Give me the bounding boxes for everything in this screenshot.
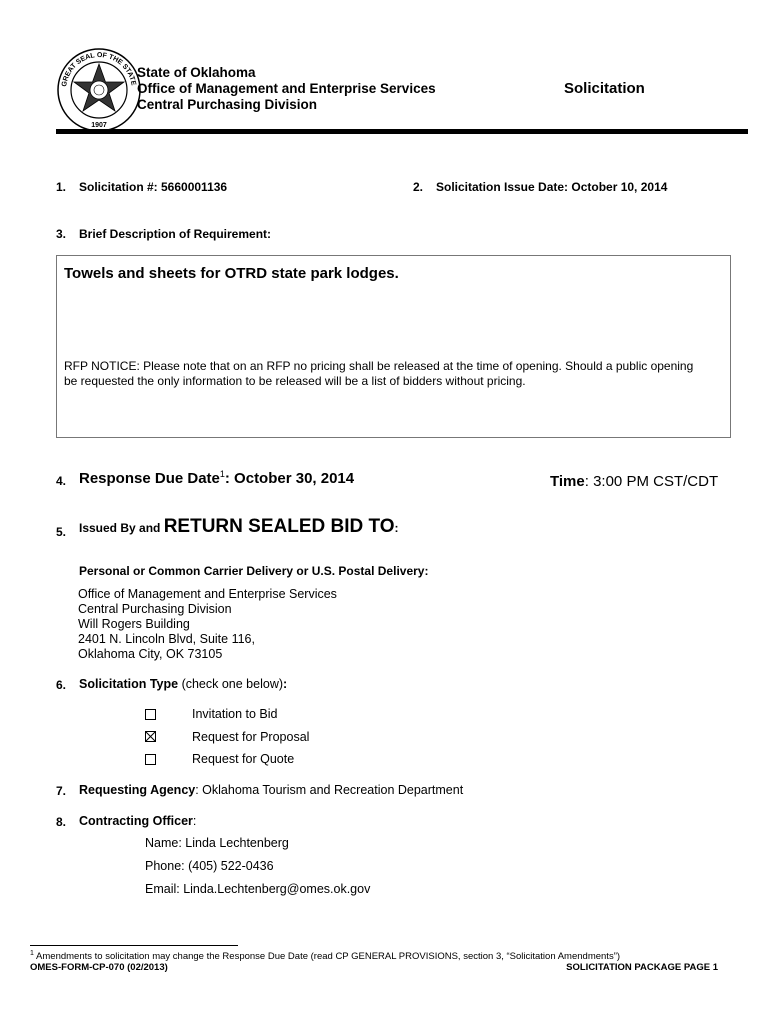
- option-request-for-quote: Request for Quote: [192, 752, 295, 766]
- address-line-1: Office of Management and Enterprise Services: [78, 587, 337, 601]
- requesting-agency-value: : Oklahoma Tourism and Recreation Department: [195, 783, 464, 797]
- option-request-for-proposal: Request for Proposal: [192, 730, 310, 744]
- solicitation-type-hint: (check one below): [178, 677, 284, 691]
- solicitation-type-colon: :: [283, 677, 288, 691]
- form-title: Solicitation: [564, 80, 645, 97]
- item-2-number: 2.: [413, 180, 424, 194]
- return-colon: :: [394, 521, 399, 535]
- issued-by-label: Issued By and: [79, 521, 164, 535]
- requesting-agency: [79, 783, 463, 797]
- item-7-number: 7.: [56, 784, 67, 798]
- address-line-2: Central Purchasing Division: [78, 602, 232, 616]
- item-5-number: 5.: [56, 525, 67, 539]
- header-division-name: Central Purchasing Division: [137, 97, 318, 112]
- contracting-officer-label: Contracting Officer: [79, 814, 193, 828]
- time-label: Time: [550, 473, 585, 490]
- form-id: OMES-FORM-CP-070 (02/2013): [30, 962, 168, 973]
- description-label: Brief Description of Requirement:: [79, 227, 272, 241]
- checked-x-icon: [146, 732, 155, 741]
- footnote-text: Amendments to solicitation may change the Response Due Date (read CP GENERAL PROVISIONS, section 3, “Solicitation Amendments”): [36, 951, 621, 963]
- item-6-number: 6.: [56, 678, 67, 692]
- footnote-divider: [30, 945, 238, 946]
- description-box: [56, 255, 731, 438]
- address-line-3: Will Rogers Building: [78, 617, 190, 631]
- response-time: [550, 473, 718, 490]
- response-due-date: [79, 469, 354, 487]
- page-label: SOLICITATION PACKAGE PAGE 1: [566, 962, 718, 973]
- seal-ring-text: GREAT SEAL OF THE STATE: [61, 51, 137, 88]
- item-3-number: 3.: [56, 227, 67, 241]
- solicitation-type-title: Solicitation Type: [79, 677, 179, 691]
- contact-phone: Phone: (405) 522-0436: [145, 859, 274, 873]
- solicitation-type-label: [79, 677, 287, 691]
- contracting-officer-colon: :: [192, 814, 197, 828]
- contact-email: Email: Linda.Lechtenberg@omes.ok.gov: [145, 882, 371, 896]
- rfp-notice-line-2: be requested the only information to be released will be a list of bidders without pricing.: [64, 374, 526, 388]
- contracting-officer-heading: [79, 814, 196, 828]
- item-1-number: 1.: [56, 180, 67, 194]
- rfp-notice-line-1: RFP NOTICE: Please note that on an RFP no pricing shall be released at the time of opening. Should a public opening: [64, 359, 694, 373]
- return-sealed-bid-label: RETURN SEALED BID TO: [163, 516, 395, 537]
- option-invitation-to-bid: Invitation to Bid: [192, 707, 278, 721]
- header-office-name: Office of Management and Enterprise Services: [137, 81, 436, 96]
- state-seal-logo: [56, 47, 142, 133]
- solicitation-issue-date: Solicitation Issue Date: October 10, 2014: [436, 180, 668, 194]
- header-state-name: State of Oklahoma: [137, 65, 256, 80]
- address-line-4: 2401 N. Lincoln Blvd, Suite 116,: [78, 632, 255, 646]
- solicitation-number: Solicitation #: 5660001136: [79, 180, 228, 194]
- delivery-heading: Personal or Common Carrier Delivery or U.S. Postal Delivery:: [79, 564, 429, 578]
- seal-year: 1907: [91, 122, 107, 129]
- requesting-agency-label: Requesting Agency: [79, 783, 196, 797]
- item-8-number: 8.: [56, 815, 67, 829]
- checkbox-request-for-quote[interactable]: [145, 754, 156, 765]
- checkbox-invitation-to-bid[interactable]: [145, 709, 156, 720]
- checkbox-request-for-proposal[interactable]: [145, 731, 156, 742]
- address-line-5: Oklahoma City, OK 73105: [78, 647, 223, 661]
- time-value: : 3:00 PM CST/CDT: [584, 473, 719, 490]
- return-bid-heading: [79, 516, 399, 538]
- description-headline: Towels and sheets for OTRD state park lodges.: [64, 265, 399, 282]
- footnote-number: 1: [30, 950, 34, 957]
- footnote: [30, 948, 620, 963]
- footnote-ref: 1: [219, 469, 225, 479]
- response-due-label: Response Due Date: [79, 470, 220, 487]
- response-due-value: : October 30, 2014: [224, 470, 355, 487]
- contact-name: Name: Linda Lechtenberg: [145, 836, 289, 850]
- item-4-number: 4.: [56, 474, 67, 488]
- header-divider: [56, 129, 748, 134]
